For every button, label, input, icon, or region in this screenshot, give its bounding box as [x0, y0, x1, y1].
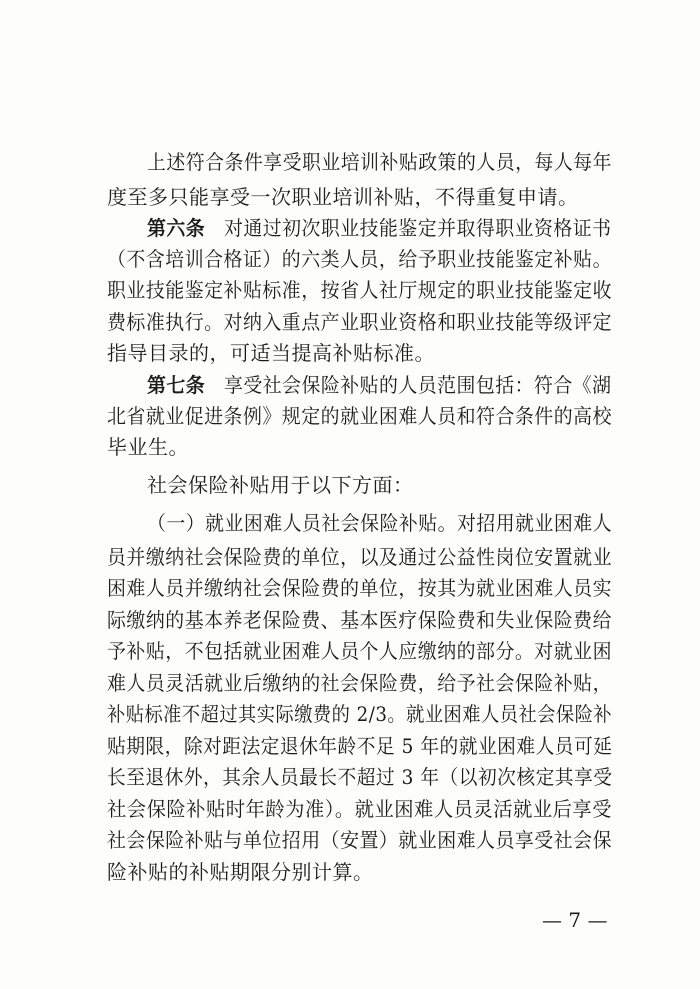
line-text: 社会保险补贴用于以下方面：: [147, 473, 414, 497]
article-six-label: 第六条: [147, 216, 206, 240]
line-text: 长至退休外，其余人员最长不超过 3 年（以初次核定其享受: [107, 765, 613, 789]
line-text: 困难人员并缴纳社会保险费的单位，按其为就业困难人员实: [107, 576, 612, 600]
line-text: 贴期限，除对距法定退休年龄不足 5 年的就业困难人员可延: [107, 734, 613, 758]
body-line: [107, 792, 612, 826]
body-line: [107, 180, 612, 214]
body-line: [107, 603, 612, 637]
line-text: 际缴纳的基本养老保险费、基本医疗保险费和失业保险费给: [107, 608, 612, 632]
body-line: [107, 571, 612, 605]
line-text: 员并缴纳社会保险费的单位，以及通过公益性岗位安置就业: [107, 545, 612, 569]
line-text: 费标准执行。对纳入重点产业职业资格和职业技能等级评定: [107, 310, 612, 334]
body-line: [147, 145, 612, 179]
body-line: [107, 634, 612, 668]
line-text: （不含培训合格证）的六类人员，给予职业技能鉴定补贴。: [107, 247, 612, 271]
line-text: 社会保险补贴时年龄为准）。就业困难人员灵活就业后享受: [107, 797, 612, 821]
body-line: [107, 666, 612, 700]
body-line: [107, 305, 612, 339]
line-text: 度至多只能享受一次职业培训补贴，不得重复申请。: [107, 185, 579, 209]
body-line: [107, 242, 612, 276]
body-line: [107, 697, 612, 731]
line-text: 职业技能鉴定补贴标准，按省人社厅规定的职业技能鉴定收: [107, 278, 612, 302]
page-number: — 7 —: [542, 908, 608, 932]
line-text: 难人员灵活就业后缴纳的社会保险费，给予社会保险补贴，: [107, 671, 612, 695]
body-line: [107, 273, 612, 307]
body-line: [107, 729, 612, 763]
line-text: 社会保险补贴与单位招用（安置）就业困难人员享受社会保: [107, 828, 612, 852]
body-line: [107, 430, 612, 464]
line-text: （一）就业困难人员社会保险补贴。对招用就业困难人: [147, 511, 612, 535]
body-line: [107, 336, 612, 370]
line-text: 上述符合条件享受职业培训补贴政策的人员，每人每年: [147, 150, 612, 174]
line-text: 予补贴，不包括就业困难人员个人应缴纳的部分。对就业困: [107, 639, 612, 663]
line-text: 险补贴的补贴期限分别计算。: [107, 860, 374, 884]
article-heading-line: [147, 368, 612, 402]
body-line: [107, 855, 612, 889]
body-line: [147, 506, 612, 540]
line-text: 指导目录的，可适当提高补贴标准。: [107, 341, 435, 365]
body-line: [107, 760, 612, 794]
body-line: [107, 399, 612, 433]
line-text: 对通过初次职业技能鉴定并取得职业资格证书: [224, 216, 612, 240]
article-seven-label: 第七条: [147, 373, 206, 397]
line-text: 享受社会保险补贴的人员范围包括：符合《湖: [224, 373, 612, 397]
body-line: [107, 823, 612, 857]
line-text: 毕业生。: [107, 435, 189, 459]
line-text: 补贴标准不超过其实际缴费的 2/3。就业困难人员社会保险补: [107, 702, 613, 726]
body-line: [147, 468, 612, 502]
article-heading-line: [147, 211, 612, 245]
body-line: [107, 540, 612, 574]
line-text: 北省就业促进条例》规定的就业困难人员和符合条件的高校: [107, 404, 612, 428]
